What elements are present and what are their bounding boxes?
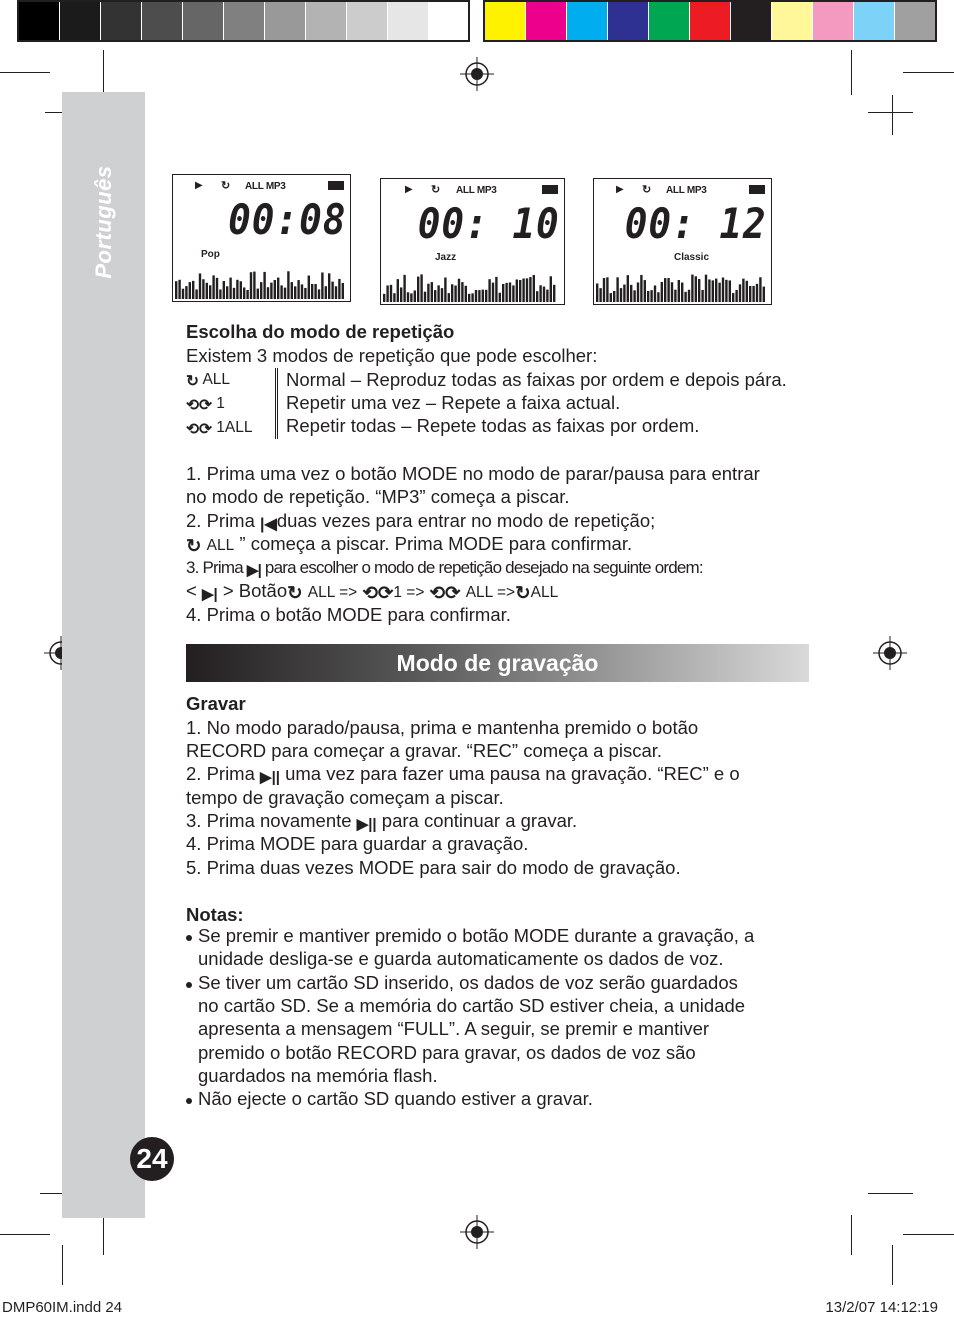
registration-mark-icon (873, 636, 907, 670)
spectrum-bar (749, 286, 751, 302)
crop-mark (0, 1234, 50, 1235)
spectrum-bar (206, 283, 208, 299)
step-text: 3. Prima (186, 558, 243, 577)
spectrum-bar (458, 279, 460, 302)
spectrum-bar (420, 274, 422, 302)
repeat-step: no modo de repetição. “MP3” começa a piscar. (186, 486, 570, 507)
spectrum-bar (512, 285, 514, 302)
spectrum-bar (475, 290, 477, 302)
spectrum-bar (308, 276, 310, 299)
spectrum-bar (185, 286, 187, 299)
spectrum-bar (321, 272, 323, 299)
spectrum-bar (637, 282, 639, 302)
repeat-one-icon: ⟲⟳ (362, 582, 394, 603)
record-heading: Gravar (186, 693, 246, 714)
spectrum-bar (444, 278, 446, 302)
spectrum-bar (729, 280, 731, 302)
skip-forward-icon: ▶| (246, 562, 261, 579)
spectrum-bar (647, 291, 649, 302)
spectrum-bar (539, 285, 541, 302)
spectrum-bar (229, 278, 231, 299)
note-item (186, 924, 754, 948)
page-number: 24 (130, 1137, 174, 1181)
record-step: 4. Prima MODE para guardar a gravação. (186, 833, 529, 854)
spectrum-bar (695, 276, 697, 302)
spectrum-bar (492, 283, 494, 302)
repeat-icon: ↻ (431, 184, 441, 196)
mode-desc: Normal – Reproduz todas as faixas por ordem e depois pára. (286, 369, 787, 390)
spectrum-bar (393, 293, 395, 302)
spectrum-bar (454, 286, 456, 302)
spectrum-bars (175, 271, 345, 299)
spectrum-bar (596, 283, 598, 302)
spectrum-bar (178, 280, 180, 299)
mode-label-row (186, 368, 230, 394)
lcd-indicator: ALL MP3 (456, 185, 497, 196)
section-title: Modo de gravação (396, 650, 599, 676)
battery-icon (328, 181, 344, 190)
spectrum-bar (746, 281, 748, 302)
spectrum-bar (414, 290, 416, 302)
step-text: duas vezes para entrar no modo de repetição; (276, 510, 656, 531)
spectrum-bar (502, 284, 504, 302)
spectrum-bar (701, 290, 703, 302)
spectrum-bar (640, 275, 642, 302)
step-label: ALL (530, 584, 559, 601)
crop-mark (0, 72, 50, 73)
play-pause-icon: ▶|| (260, 769, 280, 786)
note-text: guardados na memória flash. (198, 1065, 438, 1086)
crop-mark (851, 1215, 852, 1255)
spectrum-bar (212, 275, 214, 299)
step-label: 1 => (393, 584, 425, 601)
spectrum-bar (478, 290, 480, 302)
repeat-step (186, 532, 632, 558)
record-step: RECORD para começar a gravar. “REC” começa a piscar. (186, 740, 663, 761)
spectrum-bar (735, 290, 737, 302)
spectrum-bar (529, 277, 531, 302)
record-step: 5. Prima duas vezes MODE para sair do modo de gravação. (186, 857, 681, 878)
spectrum-bar (633, 290, 635, 302)
spectrum-bar (219, 289, 221, 299)
spectrum-bar (226, 286, 228, 299)
spectrum-bar (550, 276, 552, 302)
spectrum-bar (202, 279, 204, 299)
spectrum-bar (448, 293, 450, 302)
spectrum-bar (688, 290, 690, 302)
spectrum-bar (270, 283, 272, 299)
spectrum-bar (304, 288, 306, 299)
spectrum-bar (667, 278, 669, 302)
repeat-icon: ↻ (515, 582, 531, 603)
lcd-screen (172, 174, 351, 302)
spectrum-bar (277, 278, 279, 299)
spectrum-bar (338, 279, 340, 299)
color-bar-frame-2 (483, 0, 937, 42)
spectrum-bar (681, 283, 683, 302)
spectrum-bar (678, 280, 680, 302)
lcd-time: 00:08 (227, 195, 346, 244)
mode-label: ALL (202, 371, 231, 388)
spectrum-bar (661, 282, 663, 302)
bullet-icon (186, 935, 192, 941)
spectrum-bar (495, 277, 497, 302)
spectrum-bar (526, 278, 528, 302)
note-item (186, 971, 738, 995)
step-text: para escolher o modo de repetição desejado na seguinte ordem: (264, 558, 703, 577)
spectrum-bar (253, 272, 255, 299)
step-label: ALL => (465, 584, 516, 601)
crop-mark (62, 1245, 63, 1285)
note-text: no cartão SD. Se a memória do cartão SD estiver cheia, a unidade (198, 995, 746, 1016)
note-text: premido o botão RECORD para gravar, os dados de voz são (198, 1042, 696, 1063)
spectrum-bar (509, 282, 511, 302)
spectrum-bar (291, 282, 293, 299)
spectrum-bar (175, 281, 177, 299)
repeat-icon: ↻ (287, 582, 303, 603)
crop-mark (868, 112, 913, 113)
section-header (186, 644, 809, 682)
step-text: < (186, 580, 197, 601)
spectrum-bar (246, 290, 248, 299)
battery-icon (542, 185, 558, 194)
spectrum-bar (664, 278, 666, 302)
mode-label-row (186, 416, 253, 442)
bullet-icon (186, 982, 192, 988)
spectrum-bar (671, 282, 673, 302)
spectrum-bar (516, 279, 518, 302)
lcd-time: 00: 10 (418, 199, 560, 248)
spectrum-bar (623, 285, 625, 302)
spectrum-bar (705, 275, 707, 302)
spectrum-bar (732, 293, 734, 302)
note-text: Não ejecte o cartão SD quando estiver a gravar. (198, 1088, 593, 1109)
mode-label-row (186, 392, 225, 418)
repeat-icon: ↻ (642, 184, 652, 196)
mode-label: 1 (216, 395, 225, 412)
spectrum-bar (715, 279, 717, 302)
spectrum-bar (400, 287, 402, 302)
mode-desc: Repetir todas – Repete todas as faixas por ordem. (286, 415, 700, 436)
spectrum-bar (763, 287, 765, 302)
spectrum-bar (182, 289, 184, 299)
spectrum-bar (620, 288, 622, 302)
registration-mark-icon (460, 1215, 494, 1249)
spectrum-bar (533, 275, 535, 302)
spectrum-bar (260, 282, 262, 299)
step-text: 3. Prima novamente (186, 810, 352, 831)
crop-mark (851, 50, 852, 95)
spectrum-bar (471, 293, 473, 302)
spectrum-bar (335, 286, 337, 299)
spectrum-bar (318, 289, 320, 299)
spectrum-bar (712, 280, 714, 302)
spectrum-bar (297, 280, 299, 299)
spectrum-bar (505, 283, 507, 302)
repeat-icon: ↻ (186, 535, 202, 556)
spectrum-bar (294, 286, 296, 299)
slug-date: 13/2/07 14:12:19 (825, 1299, 938, 1316)
spectrum-bar (386, 285, 388, 302)
spectrum-bar (461, 282, 463, 302)
step-text: > Botão (222, 580, 288, 601)
spectrum-bar (216, 278, 218, 299)
spectrum-bar (342, 283, 344, 299)
spectrum-bar (301, 284, 303, 299)
spectrum-bar (482, 290, 484, 302)
spectrum-bar (390, 285, 392, 302)
mode-label: 1ALL (216, 419, 253, 436)
spectrum-bar (674, 290, 676, 302)
spectrum-bar (485, 290, 487, 302)
spectrum-bar (465, 286, 467, 302)
spectrum-bar (240, 281, 242, 299)
repeat-step: 4. Prima o botão MODE para confirmar. (186, 604, 511, 625)
spectrum-bar (314, 284, 316, 299)
spectrum-bar (499, 293, 501, 302)
spectrum-bar (543, 287, 545, 302)
spectrum-bar (287, 271, 289, 299)
spectrum-bar (274, 280, 276, 299)
crop-mark (903, 72, 954, 73)
color-bar-frame (17, 0, 470, 42)
repeat-step: 1. Prima uma vez o botão MODE no modo de parar/pausa para entrar (186, 463, 760, 484)
spectrum-bar (630, 285, 632, 302)
spectrum-bar (606, 277, 608, 302)
spectrum-bar (397, 279, 399, 302)
skip-forward-icon: ▶| (201, 586, 218, 603)
note-text: apresenta a mensagem “FULL”. A seguir, se premir e mantiver (198, 1018, 710, 1039)
lcd-time: 00: 12 (625, 199, 767, 248)
spectrum-bar (250, 272, 252, 299)
note-text: unidade desliga-se e guarda automaticamente os dados de voz. (198, 948, 724, 969)
note-text: Se tiver um cartão SD inserido, os dados de voz serão guardados (198, 972, 738, 993)
play-icon: ▶ (405, 184, 413, 195)
spectrum-bar (613, 291, 615, 302)
spectrum-bar (437, 285, 439, 302)
spectrum-bar (603, 278, 605, 302)
spectrum-bar (522, 279, 524, 302)
step-text: ” começa a piscar. Prima MODE para confirmar. (239, 533, 633, 554)
repeat-icon: ↻ (186, 373, 199, 390)
lcd-indicator: ALL MP3 (245, 181, 286, 192)
spectrum-bar (209, 285, 211, 299)
spectrum-bar (441, 288, 443, 302)
spectrum-bar (189, 282, 191, 299)
battery-icon (749, 185, 765, 194)
step-text: 2. Prima (186, 510, 255, 531)
spectrum-bar (243, 287, 245, 299)
spectrum-bar (488, 279, 490, 302)
spectrum-bar (403, 275, 405, 302)
spectrum-bar (192, 281, 194, 299)
spectrum-bar (627, 275, 629, 302)
spectrum-bar (698, 279, 700, 302)
step-text: para continuar a gravar. (381, 810, 578, 831)
spectrum-bar (427, 284, 429, 302)
slug-file: DMP60IM.indd 24 (2, 1299, 123, 1316)
lcd-indicator: ALL MP3 (666, 185, 707, 196)
spectrum-bar (546, 290, 548, 302)
spectrum-bar (519, 280, 521, 302)
lcd-eq: Classic (674, 252, 710, 263)
spectrum-bar (257, 289, 259, 299)
spectrum-bar (756, 284, 758, 302)
spectrum-bar (280, 285, 282, 299)
spectrum-bar (708, 279, 710, 302)
spectrum-bar (424, 292, 426, 302)
spectrum-bar (451, 284, 453, 302)
crop-mark (103, 1215, 104, 1255)
spectrum-bar (684, 292, 686, 302)
step-text: uma vez para fazer uma pausa na gravação. “REC” e o (285, 763, 740, 784)
play-icon: ▶ (195, 180, 203, 191)
spectrum-bar (325, 286, 327, 299)
note-text: Se premir e mantiver premido o botão MODE durante a gravação, a (198, 925, 755, 946)
language-label: Português (91, 165, 116, 279)
spectrum-bar (410, 293, 412, 302)
spectrum-bar (267, 287, 269, 299)
spectrum-bar (431, 282, 433, 302)
play-icon: ▶ (616, 184, 624, 195)
spectrum-bar (553, 285, 555, 302)
table-divider (275, 368, 278, 439)
lcd-eq: Pop (201, 249, 220, 260)
spectrum-bar (311, 284, 313, 299)
spectrum-bar (417, 277, 419, 302)
bullet-icon (186, 1098, 192, 1104)
spectrum-bar (650, 290, 652, 302)
spectrum-bar (263, 272, 265, 299)
notes-heading: Notas: (186, 904, 244, 925)
spectrum-bar (434, 290, 436, 302)
spectrum-bar (725, 280, 727, 302)
spectrum-bar (233, 288, 235, 299)
spectrum-bar (468, 294, 470, 302)
spectrum-bar (616, 277, 618, 302)
repeat-icon: ↻ (221, 180, 231, 192)
spectrum-bar (328, 273, 330, 299)
spectrum-bar (599, 288, 601, 302)
spectrum-bar (742, 279, 744, 302)
step-label: ALL => (307, 584, 358, 601)
spectrum-bar (199, 273, 201, 299)
lcd-eq: Jazz (435, 252, 457, 263)
crop-mark (868, 1193, 913, 1194)
repeat-all-icon: ⟲⟳ (186, 421, 212, 438)
spectrum-bar (644, 280, 646, 302)
crop-mark (892, 95, 893, 135)
play-pause-icon: ▶|| (356, 816, 377, 833)
spectrum-bar (407, 292, 409, 302)
crop-mark (103, 50, 104, 95)
spectrum-bar (195, 289, 197, 299)
step-text: 2. Prima (186, 763, 255, 784)
spectrum-bar (331, 282, 333, 299)
registration-mark-icon (460, 57, 494, 91)
spectrum-bars (383, 274, 559, 302)
spectrum-bar (383, 294, 385, 302)
repeat-one-icon: ⟲⟳ (186, 397, 212, 414)
spectrum-bar (739, 284, 741, 302)
spectrum-bar (691, 275, 693, 302)
repeat-intro: Existem 3 modos de repetição que pode escolher: (186, 345, 598, 366)
mode-desc: Repetir uma vez – Repete a faixa actual. (286, 392, 621, 413)
crop-mark (892, 1245, 893, 1285)
spectrum-bar (654, 285, 656, 302)
repeat-all-icon: ⟲⟳ (429, 582, 461, 603)
spectrum-bar (236, 280, 238, 299)
lcd-screen (380, 178, 565, 305)
spectrum-bar (759, 277, 761, 302)
spectrum-bar (722, 278, 724, 302)
spectrum-bar (284, 288, 286, 299)
spectrum-bar (610, 293, 612, 302)
spectrum-bars (596, 274, 766, 302)
spectrum-bar (657, 292, 659, 302)
spectrum-bar (223, 281, 225, 299)
skip-back-icon: |◀ (260, 516, 277, 533)
repeat-heading: Escolha do modo de repetição (186, 321, 455, 342)
note-item (186, 1087, 593, 1111)
crop-mark (903, 1234, 954, 1235)
spectrum-bar (536, 291, 538, 302)
lcd-screen (593, 178, 772, 305)
spectrum-bar (718, 283, 720, 302)
step-label: ALL (206, 537, 235, 554)
record-step: tempo de gravação começam a piscar. (186, 787, 504, 808)
spectrum-bar (752, 286, 754, 302)
record-step: 1. No modo parado/pausa, prima e mantenha premido o botão (186, 717, 699, 738)
